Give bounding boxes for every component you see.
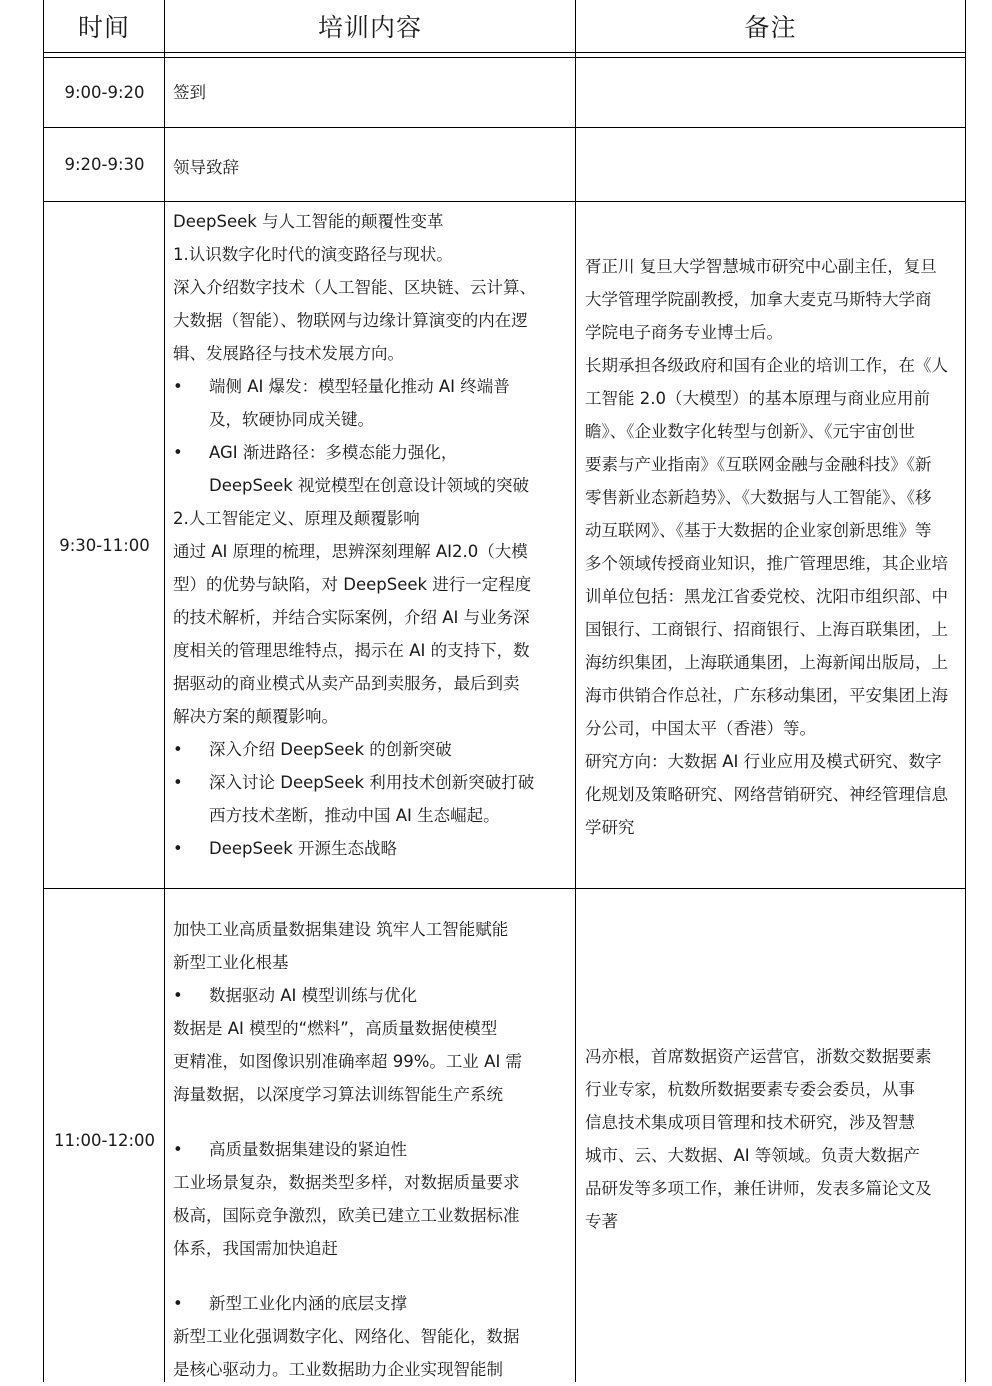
notes-line: 品研发等多项工作，兼任讲师，发表多篇论文及	[585, 1179, 932, 1198]
content-line: 型）的优势与缺陷，对 DeepSeek 进行一定程度	[173, 575, 532, 594]
bullet-text: 新型工业化内涵的底层支撑	[209, 1294, 407, 1313]
content-line: 新型工业化强调数字化、网络化、智能化，数据	[173, 1327, 520, 1346]
bullet-text: 端侧 AI 爆发：模型轻量化推动 AI 终端普	[209, 377, 510, 396]
content-line: 加快工业高质量数据集建设 筑牢人工智能赋能	[173, 920, 509, 939]
row-content: 签到	[173, 83, 206, 102]
notes-line: 冯亦根，首席数据资产运营官，浙数交数据要素	[585, 1047, 932, 1066]
bullet-item	[173, 1287, 522, 1320]
row-time: 9:00-9:20	[64, 83, 145, 102]
row-time: 9:20-9:30	[64, 155, 145, 174]
notes-line: 瞻》、《企业数字化转型与创新》、《元宇宙创世	[585, 422, 915, 441]
spacer	[173, 1111, 522, 1133]
content-line: 辑、发展路径与技术发展方向。	[173, 344, 404, 363]
bullet-icon: •	[173, 443, 183, 462]
content-line: 大数据（智能）、物联网与边缘计算演变的内在逻	[173, 311, 528, 330]
notes-line: 学院电子商务专业博士后。	[585, 323, 783, 342]
notes-line: 多个领域传授商业知识，推广管理思维，其企业培	[585, 554, 948, 573]
bullet-text: 数据驱动 AI 模型训练与优化	[209, 986, 418, 1005]
notes-line: 工智能 2.0（大模型）的基本原理与商业应用前	[585, 389, 930, 408]
bullet-item	[173, 436, 536, 469]
notes-line: 海市供销合作总社，广东移动集团，平安集团上海	[585, 686, 948, 705]
bullet-item	[173, 1133, 522, 1166]
bullet-icon: •	[173, 986, 183, 1005]
notes-line: 长期承担各级政府和国有企业的培训工作，在《人	[585, 356, 948, 375]
content-line: 的技术解析，并结合实际案例，介绍 AI 与业务深	[173, 608, 530, 627]
bullet-icon: •	[173, 1294, 183, 1313]
bullet-item	[173, 370, 536, 403]
content-line: 度相关的管理思维特点，揭示在 AI 的支持下，数	[173, 641, 530, 660]
notes-line: 零售新业态新趋势》、《大数据与人工智能》、《移	[585, 488, 932, 507]
content-line: 海量数据，以深度学习算法训练智能生产系统	[173, 1085, 503, 1104]
notes-line: 分公司，中国太平（香港）等。	[585, 719, 816, 738]
content-line: 新型工业化根基	[173, 953, 289, 972]
notes-line: 胥正川 复旦大学智慧城市研究中心副主任，复旦	[585, 257, 937, 276]
notes-line: 信息技术集成项目管理和技术研究，涉及智慧	[585, 1113, 915, 1132]
bullet-item	[173, 979, 522, 1012]
bullet-continuation: 西方技术垄断，推动中国 AI 生态崛起。	[209, 806, 500, 825]
header-notes: 备注	[744, 13, 797, 42]
notes-line: 大学管理学院副教授，加拿大麦克马斯特大学商	[585, 290, 932, 309]
notes-line: 行业专家，杭数所数据要素专委会委员，从事	[585, 1080, 915, 1099]
content-line: 解决方案的颠覆影响。	[173, 707, 338, 726]
content-line: DeepSeek 与人工智能的颠覆性变革	[173, 212, 444, 231]
notes-line: 国银行、工商银行、招商银行、上海百联集团，上	[585, 620, 948, 639]
bullet-text: 深入讨论 DeepSeek 利用技术创新突破打破	[209, 773, 535, 792]
content-line: 工业场景复杂，数据类型多样，对数据质量要求	[173, 1173, 520, 1192]
bullet-icon: •	[173, 740, 183, 759]
row-notes	[585, 1040, 932, 1238]
row-content	[173, 913, 522, 1386]
bullet-icon: •	[173, 773, 183, 792]
content-line: 1.认识数字化时代的演变路径与现状。	[173, 245, 453, 264]
row-time: 9:30-11:00	[59, 535, 150, 555]
row-content	[173, 205, 536, 865]
row-notes	[585, 250, 948, 844]
notes-line: 要素与产业指南》《互联网金融与金融科技》《新	[585, 455, 932, 474]
bullet-icon: •	[173, 377, 183, 396]
content-line: 深入介绍数字技术（人工智能、区块链、云计算、	[173, 278, 536, 297]
bullet-continuation: DeepSeek 视觉模型在创意设计领域的突破	[209, 476, 530, 495]
content-line: 通过 AI 原理的梳理，思辨深刻理解 AI2.0（大模	[173, 542, 528, 561]
notes-line: 动互联网》、《基于大数据的企业家创新思维》等	[585, 521, 932, 540]
content-line: 体系，我国需加快追赶	[173, 1239, 338, 1258]
bullet-icon: •	[173, 839, 183, 858]
notes-line: 城市、云、大数据、AI 等领域。负责大数据产	[585, 1146, 920, 1165]
bullet-icon: •	[173, 1140, 183, 1159]
content-line: 更精准，如图像识别准确率超 99%。工业 AI 需	[173, 1052, 523, 1071]
content-line: 是核心驱动力。工业数据助力企业实现智能制	[173, 1360, 503, 1379]
notes-line: 化规划及策略研究、网络营销研究、神经管理信息	[585, 785, 948, 804]
row-time: 11:00-12:00	[53, 1130, 156, 1150]
header-time: 时间	[77, 13, 130, 42]
bullet-item	[173, 733, 536, 766]
notes-line: 专著	[585, 1212, 618, 1231]
notes-line: 海纺织集团，上海联通集团，上海新闻出版局，上	[585, 653, 948, 672]
bullet-text: DeepSeek 开源生态战略	[209, 839, 398, 858]
bullet-text: 高质量数据集建设的紧迫性	[209, 1140, 407, 1159]
notes-line: 训单位包括：黑龙江省委党校、沈阳市组织部、中	[585, 587, 948, 606]
header-content: 培训内容	[317, 13, 422, 42]
notes-line: 研究方向：大数据 AI 行业应用及模式研究、数字	[585, 752, 942, 771]
bullet-text: AGI 渐进路径：多模态能力强化，	[209, 443, 458, 462]
notes-line: 学研究	[585, 818, 635, 837]
bullet-item	[173, 766, 536, 799]
bullet-continuation: 及，软硬协同成关键。	[209, 410, 374, 429]
row-content: 领导致辞	[173, 158, 239, 177]
content-line: 数据是 AI 模型的“燃料”，高质量数据使模型	[173, 1019, 498, 1038]
content-line: 2.人工智能定义、原理及颠覆影响	[173, 509, 420, 528]
bullet-item	[173, 832, 536, 865]
bullet-text: 深入介绍 DeepSeek 的创新突破	[209, 740, 452, 759]
content-line: 据驱动的商业模式从卖产品到卖服务，最后到卖	[173, 674, 520, 693]
content-line: 极高，国际竞争激烈，欧美已建立工业数据标准	[173, 1206, 520, 1225]
spacer	[173, 1265, 522, 1287]
